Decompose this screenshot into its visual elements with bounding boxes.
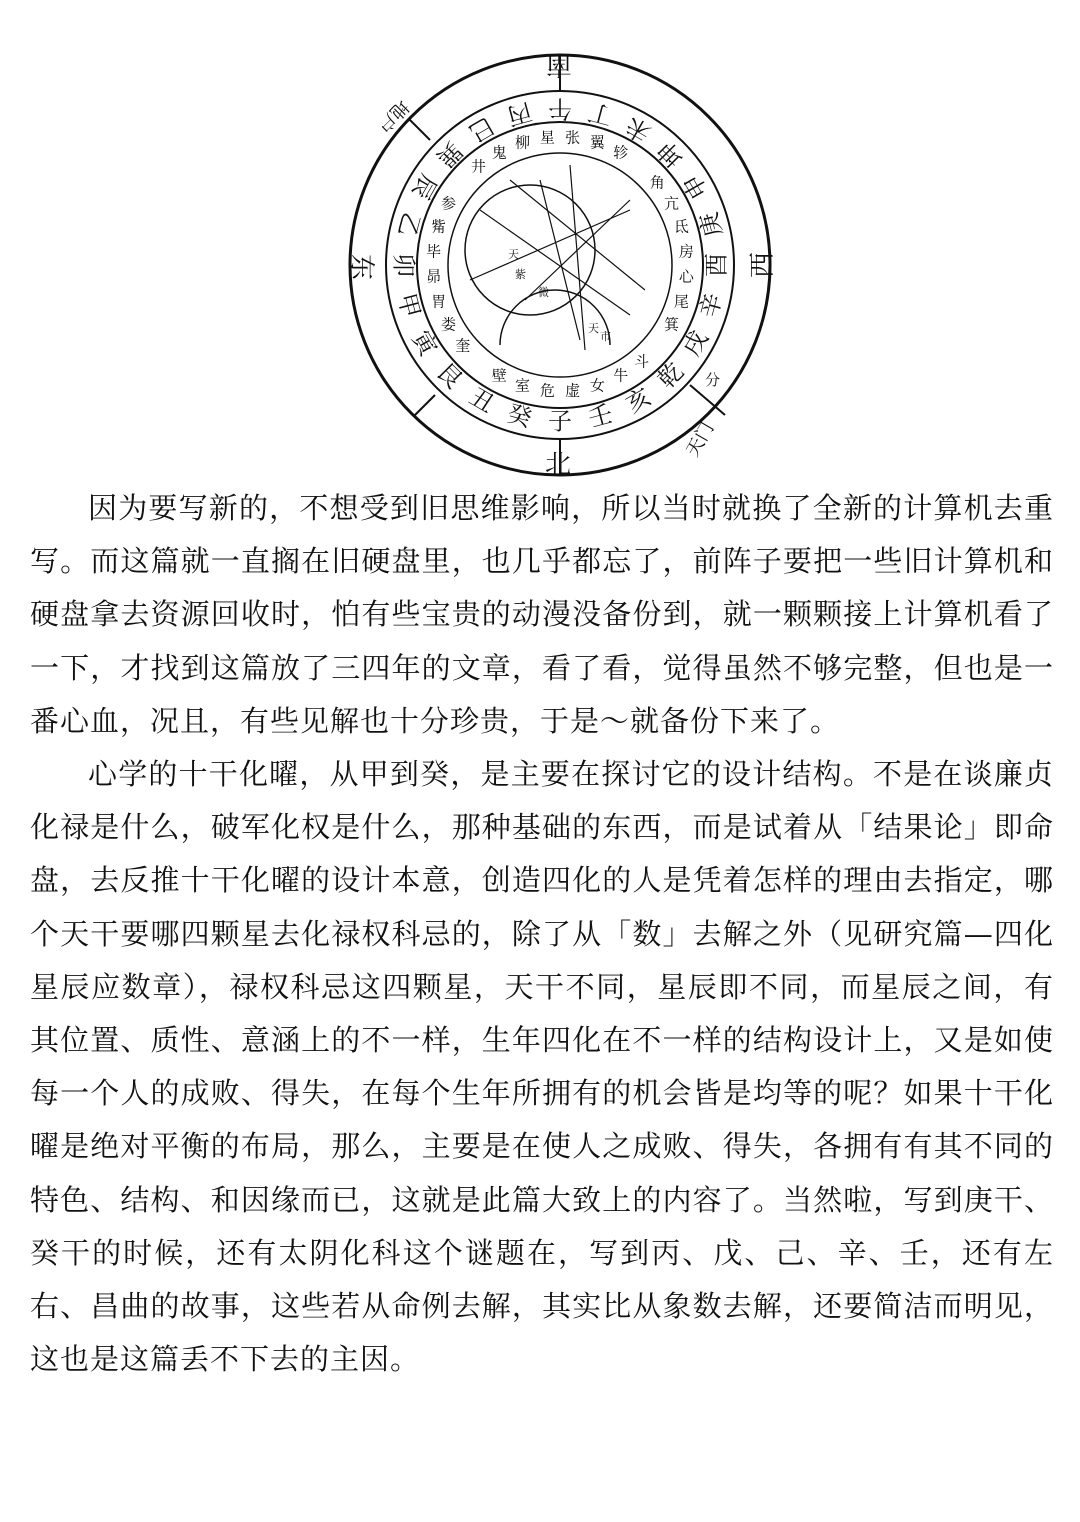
outer-ring-label-7: 辛 [694,290,728,321]
inner-label-2: 微 [538,286,549,299]
direction-south: 南 [545,49,572,79]
inner-line-1 [480,210,630,315]
middle-ring-group-3: 奎娄胃昴毕觜参 [426,194,471,355]
outer-ring-label-18: 卯 [389,253,418,277]
outer-ring-label-12: 子 [548,407,572,436]
inner-label-4: 市 [600,330,611,343]
outer-ring-label-5: 庚 [694,209,728,240]
outer-ring-label-15: 艮 [430,357,468,395]
outer-ring-label-3: 坤 [652,135,690,173]
direction-west: 西 [748,251,778,278]
outer-ring-label-6: 酉 [702,253,731,277]
outer-ring-label-17: 甲 [392,290,426,321]
direction-north: 北 [545,450,572,480]
outer-ring-label-0: 午 [548,94,572,123]
inner-line-2 [510,180,645,290]
corner-line-sw [415,395,435,415]
outer-ring-label-10: 亥 [620,382,656,419]
outer-ring-label-20: 辰 [406,169,443,205]
middle-ring-group-2: 斗牛女虚危室壁 [491,352,650,400]
outer-ring-label-4: 申 [677,169,714,205]
astrolabe-diagram [330,40,790,480]
outer-ring-label-22: 巳 [464,111,500,148]
outer-ring-label-2: 未 [620,111,656,148]
outer-ring-label-16: 寅 [406,325,443,361]
outer-ring-label-19: 乙 [392,209,426,240]
outer-ring-label-14: 丑 [464,382,500,419]
inner-label-1: 紫 [515,268,526,281]
outer-ring-label-9: 乾 [652,357,690,395]
inner-labels [508,248,611,343]
corner-ne-small: 分 [705,371,721,389]
outer-ring-label-23: 丙 [504,97,535,131]
outer-ring-labels [390,95,731,436]
inner-label-3: 天 [588,322,599,335]
outer-ring-label-13: 癸 [504,399,535,433]
inner-line-6 [525,200,630,300]
middle-ring-group-0: 井鬼柳 星 张 翼轸 [470,128,629,176]
ring-circle-2 [386,91,734,439]
inner-line-3 [540,180,580,340]
astrolabe-svg [330,40,790,480]
paragraph-2: 心学的十干化曜，从甲到癸，是主要在探讨它的设计结构。不是在谈廉贞化禄是什么，破军化权是什么，那种基础的东西，而是试着从「结果论」即命盘，去反推十干化曜的设计本意，创造四化的人是凭着怎样的理由去指定，哪个天干要哪四颗星去化禄权科忌的，除了从「数」去解之外（见研究篇—四化星辰应数章），禄权科忌这四颗星，天干不同，星辰即不同，而星辰之间，有其位置、质性、意涵上的不一样，生年四化在不一样的结构设计上，又是如使每一个人的成败、得失，在每个生年所拥有的机会皆是均等的呢？如果十干化曜是绝对平衡的布局，那么，主要是在使人之成败、得失，各拥有有其不同的特色、结构、和因缘而已，这就是此篇大致上的内容了。当然啦，写到庚干、癸干的时候，还有太阴化科这个谜题在，写到丙、戊、己、辛、壬，还有左右、昌曲的故事，这些若从命例去解，其实比从象数去解，还要简洁而明见，这也是这篇丢不下去的主因。 [30,757,1054,1377]
outer-ring-label-1: 丁 [585,97,616,131]
corner-line-ne [410,120,430,140]
corner-top-left: 地户 [372,95,413,137]
outer-ring-label-11: 壬 [585,399,616,433]
direction-east: 东 [346,254,376,281]
inner-label-0: 天 [508,248,519,261]
outer-ring-label-21: 巽 [430,135,468,173]
article-body [30,482,1054,1386]
inner-line-4 [570,165,585,350]
inner-arc [500,290,610,345]
corner-bottom-right: 天门 [682,418,719,461]
middle-ring-group-1: 角亢氐房心尾箕 [649,173,694,334]
ring-circle-4 [448,153,672,377]
outer-ring-label-8: 戌 [677,325,714,361]
paragraph-1: 因为要写新的，不想受到旧思维影响，所以当时就换了全新的计算机去重写。而这篇就一直搁在旧硬盘里，也几乎都忘了，前阵子要把一些旧计算机和硬盘拿去资源回收时，怕有些宝贵的动漫没备份到，就一颗颗接上计算机看了一下，才找到这篇放了三四年的文章，看了看，觉得虽然不够完整，但也是一番心血，况且，有些见解也十分珍贵，于是～就备份下来了。 [30,491,1054,738]
